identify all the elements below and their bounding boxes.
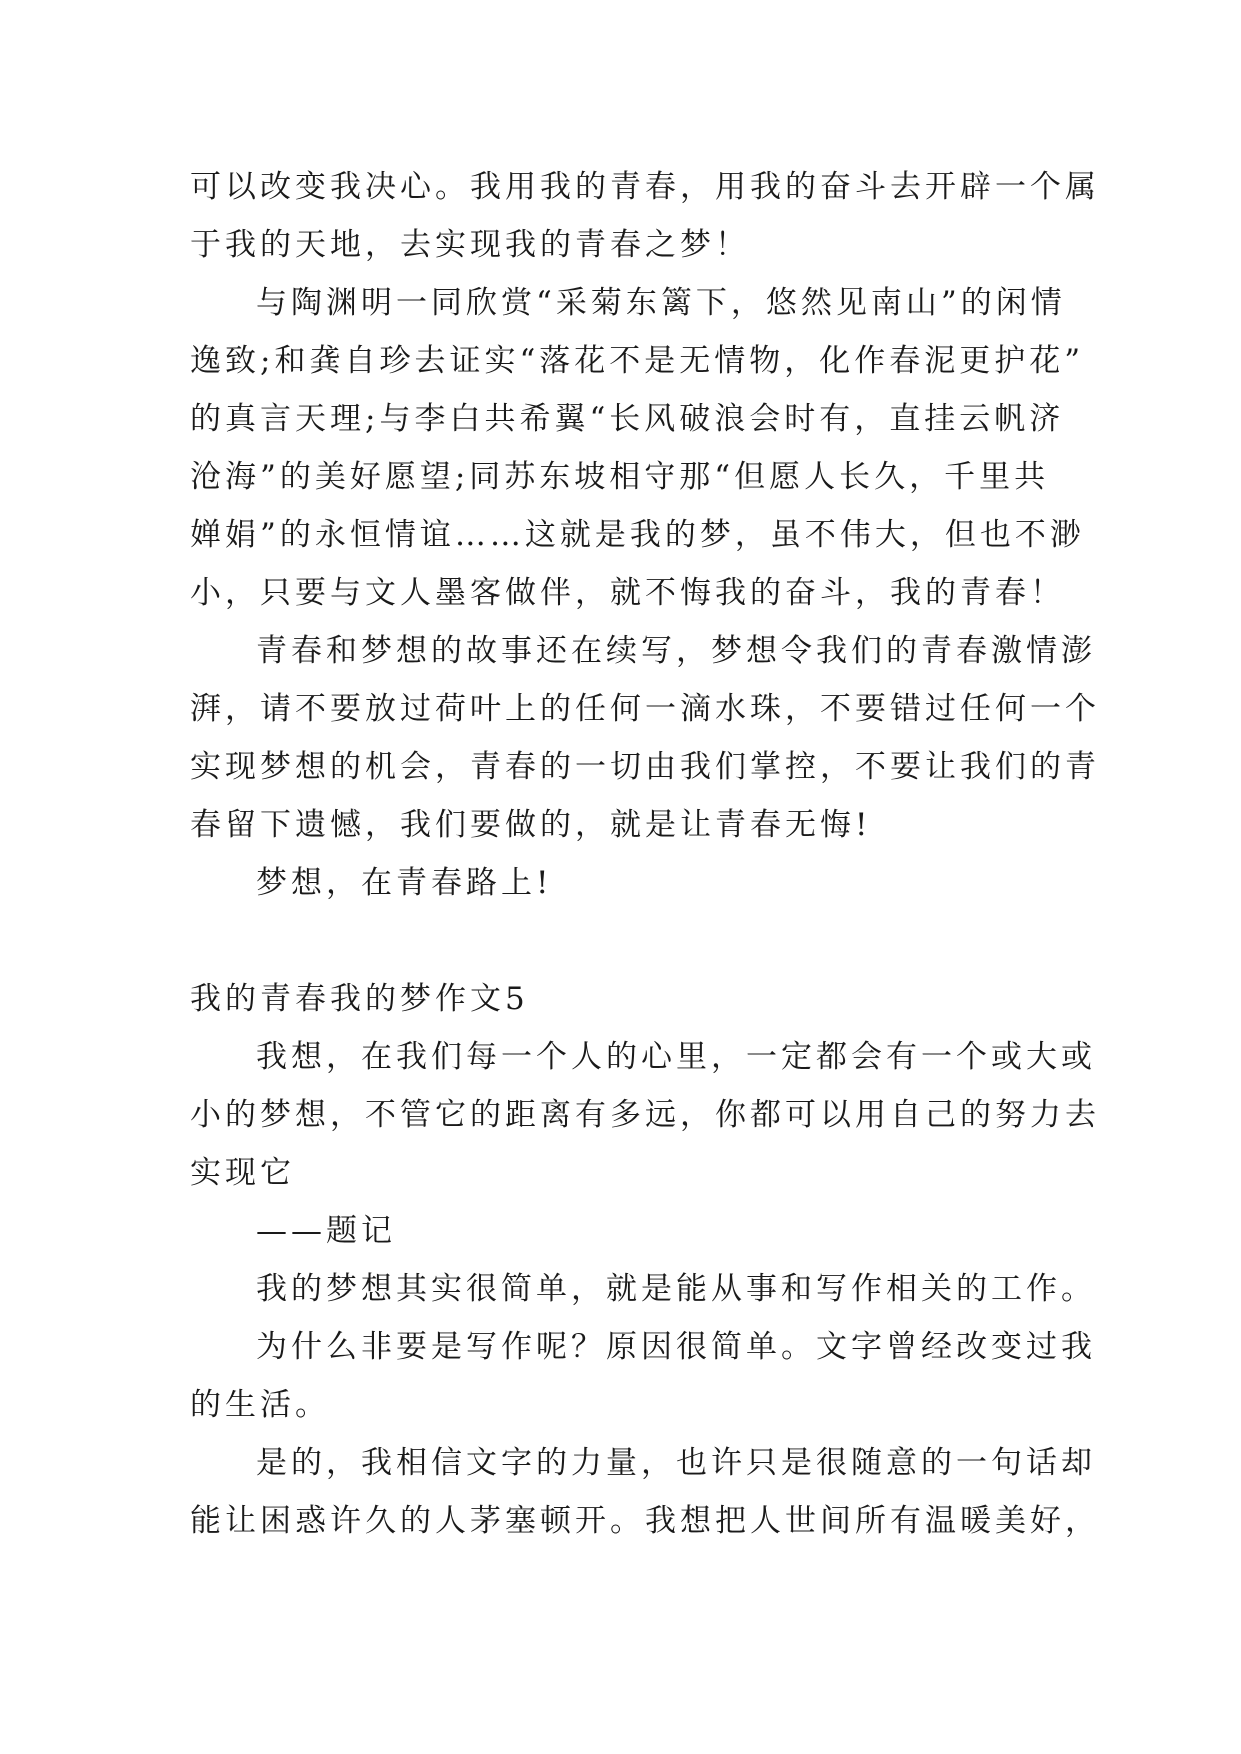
- text-line: 与陶渊明一同欣赏“采菊东篱下，悠然见南山”的闲情: [256, 285, 1066, 321]
- text-line: 沧海”的美好愿望;同苏东坡相守那“但愿人长久，千里共: [190, 459, 1050, 495]
- text-line: 的生活。: [190, 1387, 330, 1423]
- text-line: ——题记: [256, 1213, 396, 1249]
- text-line: 小，只要与文人墨客做伴，就不悔我的奋斗，我的青春！: [190, 575, 1065, 611]
- text-line: 是的，我相信文字的力量，也许只是很随意的一句话却: [256, 1445, 1096, 1481]
- text-line: 梦想，在青春路上!: [256, 865, 553, 901]
- text-line: 我的青春我的梦作文5: [190, 981, 529, 1017]
- text-line: 我想，在我们每一个人的心里，一定都会有一个或大或: [256, 1039, 1096, 1075]
- text-line: 可以改变我决心。我用我的青春，用我的奋斗去开辟一个属: [190, 169, 1100, 205]
- text-line: 我的梦想其实很简单，就是能从事和写作相关的工作。: [256, 1271, 1096, 1307]
- text-line: 逸致;和龚自珍去证实“落花不是无情物，化作春泥更护花”: [190, 343, 1085, 379]
- text-line: 春留下遗憾，我们要做的，就是让青春无悔!: [190, 807, 872, 843]
- text-line: 的真言天理;与李白共希翼“长风破浪会时有，直挂云帆济: [190, 401, 1065, 437]
- text-line: 小的梦想，不管它的距离有多远，你都可以用自己的努力去: [190, 1097, 1100, 1133]
- text-line: 青春和梦想的故事还在续写，梦想令我们的青春激情澎: [256, 633, 1096, 669]
- text-line: 实现它: [190, 1155, 295, 1191]
- text-line: 为什么非要是写作呢？原因很简单。文字曾经改变过我: [256, 1329, 1096, 1365]
- document-body: [190, 158, 1100, 1550]
- blank-line: [190, 912, 1050, 970]
- text-line: 能让困惑许久的人茅塞顿开。我想把人世间所有温暖美好，: [190, 1503, 1100, 1539]
- text-line: 湃，请不要放过荷叶上的任何一滴水珠，不要错过任何一个: [190, 691, 1100, 727]
- text-line: 于我的天地，去实现我的青春之梦！: [190, 227, 750, 263]
- text-line: 实现梦想的机会，青春的一切由我们掌控，不要让我们的青: [190, 749, 1100, 785]
- text-line: 婵娟”的永恒情谊……这就是我的梦，虽不伟大，但也不渺: [190, 517, 1085, 553]
